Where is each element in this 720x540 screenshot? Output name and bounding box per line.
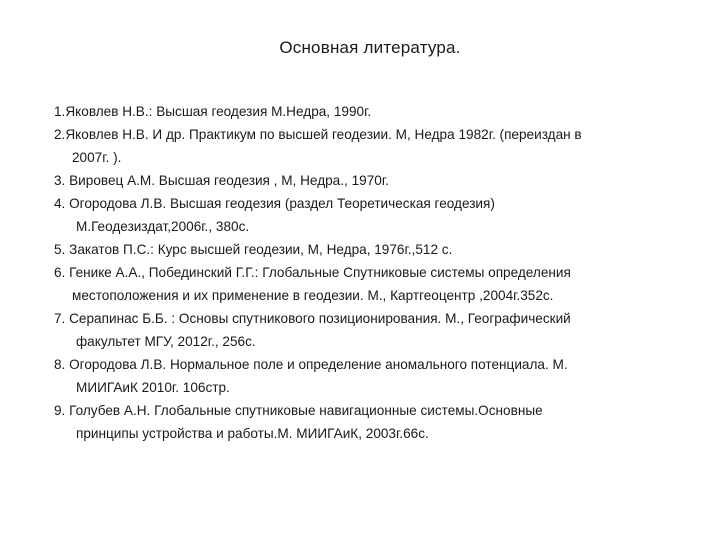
slide-title: Основная литература. [279,38,461,57]
reference-6-line-1: 6. Геникe А.А., Побединский Г.Г.: Глобальные Спутниковые системы определения [54,265,571,280]
reference-7-line-1: 7. Серапинас Б.Б. : Основы спутникового позиционирования. М., Географический [54,311,571,326]
reference-8-line-1: 8. Огородова Л.В. Нормальное поле и определение аномального потенциала. М. [54,357,568,372]
reference-4-line-2: М.Геодезиздат,2006г., 380с. [76,219,250,234]
reference-list [54,100,694,445]
reference-2-line-1: 2.Яковлев Н.В. И др. Практикум по высшей геодезии. М, Недра 1982г. (переиздан в [54,127,582,142]
reference-9-line-1: 9. Голубев А.Н. Глобальные спутниковые навигационные системы.Основные [54,403,543,418]
reference-item-3 [54,169,694,192]
reference-8-line-2: МИИГАиК 2010г. 106стр. [76,380,230,395]
reference-3-line-1: 3. Вировец А.М. Высшая геодезия , М, Недра., 1970г. [54,173,389,188]
reference-item-9 [54,399,694,445]
reference-1-line-1: 1.Яковлев Н.В.: Высшая геодезия М.Недра, 1990г. [54,104,372,119]
reference-5-line-1: 5. Закатов П.С.: Курс высшей геодезии, М, Недра, 1976г.,512 с. [54,242,453,257]
reference-7-line-2: факультет МГУ, 2012г., 256с. [76,334,256,349]
reference-item-6 [54,261,694,307]
reference-item-4 [54,192,694,238]
reference-item-1 [54,100,694,123]
reference-4-line-1: 4. Огородова Л.В. Высшая геодезия (раздел Теоретическая геодезия) [54,196,495,211]
reference-item-8 [54,353,694,399]
reference-9-line-2: принципы устройства и работы.М. МИИГАиК, 2003г.66с. [76,426,429,441]
reference-2-line-2: 2007г. ). [72,150,122,165]
reference-item-5 [54,238,694,261]
reference-item-7 [54,307,694,353]
reference-6-line-2: местоположения и их применение в геодезии. М., Картгеоцентр ,2004г.352с. [72,288,554,303]
reference-item-2 [54,123,694,169]
